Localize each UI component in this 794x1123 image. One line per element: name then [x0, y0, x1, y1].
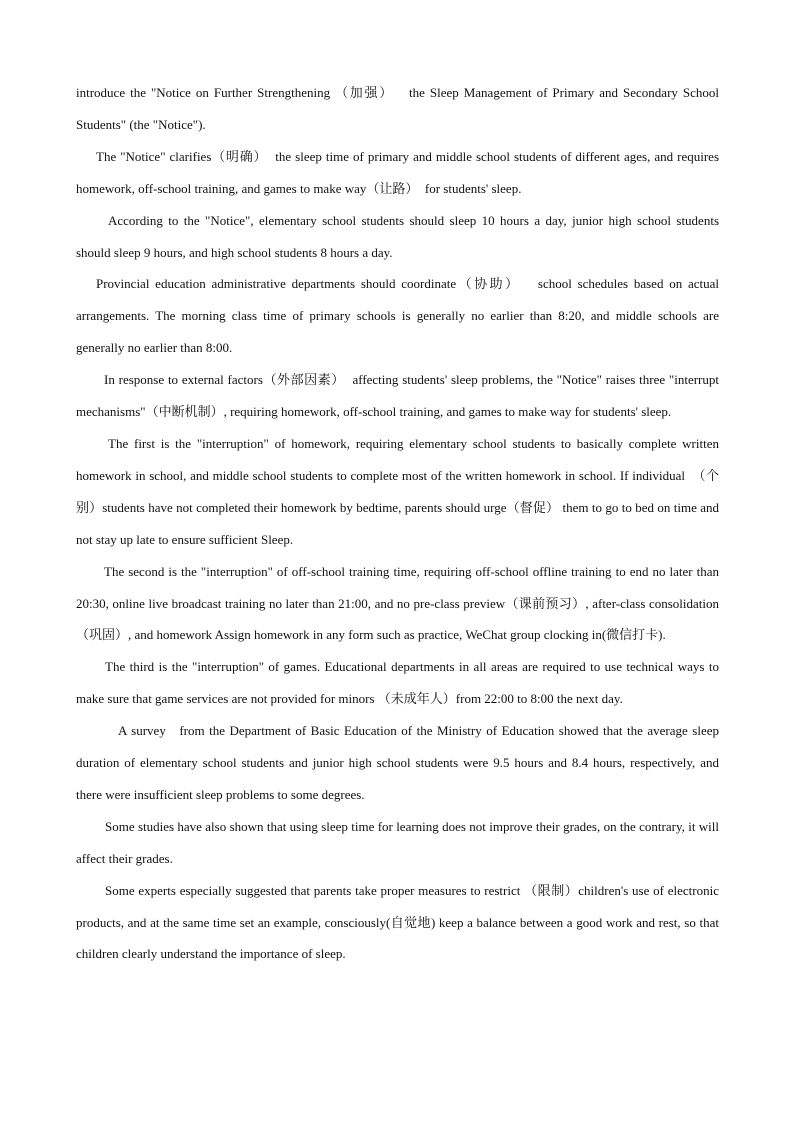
paragraph-survey: A survey from the Department of Basic Education of the Ministry of Education showed that the average sleep duration of elementary school students and junior high school students were 9.5 hours and 8.4 hours, respectively, and there were insufficient sleep problems to some degrees. — [76, 723, 719, 802]
paragraph-training-interruption: The second is the "interruption" of off-school training time, requiring off-school offline training to end no later than 20:30, online live broadcast training no later than 21:00, and no pre-class preview（课前预习）, after-class consolidation（巩固）, and homework Assign homework in any form such as practice, WeChat group clocking in(微信打卡). — [76, 563, 719, 643]
paragraph-notice-intro: introduce the "Notice on Further Strengthening （加强） the Sleep Management of Primary and Secondary School Students" (the "Notice"). — [76, 85, 719, 132]
paragraph-interrupt-mechanisms: In response to external factors（外部因素） affecting students' sleep problems, the "Notice" raises three "interrupt mechanisms"（中断机制）, requiring homework, off-school training, and games to make way for students' sleep. — [76, 372, 719, 420]
paragraph-homework-interruption: The first is the "interruption" of homework, requiring elementary school students to basically complete written homework in school, and middle school students to complete most of the written homework in school. If individual （个别）students have not completed their homework by bedtime, parents should urge（督促） them to go to bed on time and not stay up late to ensure sufficient Sleep. — [76, 435, 719, 547]
paragraph-games-interruption: The third is the "interruption" of games. Educational departments in all areas are required to use technical ways to make sure that game services are not provided for minors （未成年人）from 22:00 to 8:00 the next day. — [76, 659, 719, 707]
paragraph-notice-clarifies: The "Notice" clarifies（明确） the sleep time of primary and middle school students of different ages, and requires homework, off-school training, and games to make way（让路） for students' sleep. — [76, 148, 719, 196]
paragraph-school-schedules: Provincial education administrative departments should coordinate（协助） school schedules based on actual arrangements. The morning class time of primary schools is generally no earlier than 8:20, and middle schools are generally no earlier than 8:00. — [76, 276, 719, 356]
paragraph-sleep-hours: According to the "Notice", elementary school students should sleep 10 hours a day, junior high school students should sleep 9 hours, and high school students 8 hours a day. — [76, 212, 719, 260]
paragraph-studies: Some studies have also shown that using sleep time for learning does not improve their grades, on the contrary, it will affect their grades. — [76, 818, 719, 866]
document-body — [76, 77, 719, 970]
paragraph-experts: Some experts especially suggested that parents take proper measures to restrict （限制）children's use of electronic products, and at the same time set an example, consciously(自觉地) keep a balance between a good work and rest, so that children clearly understand the importance of sleep. — [76, 882, 719, 962]
